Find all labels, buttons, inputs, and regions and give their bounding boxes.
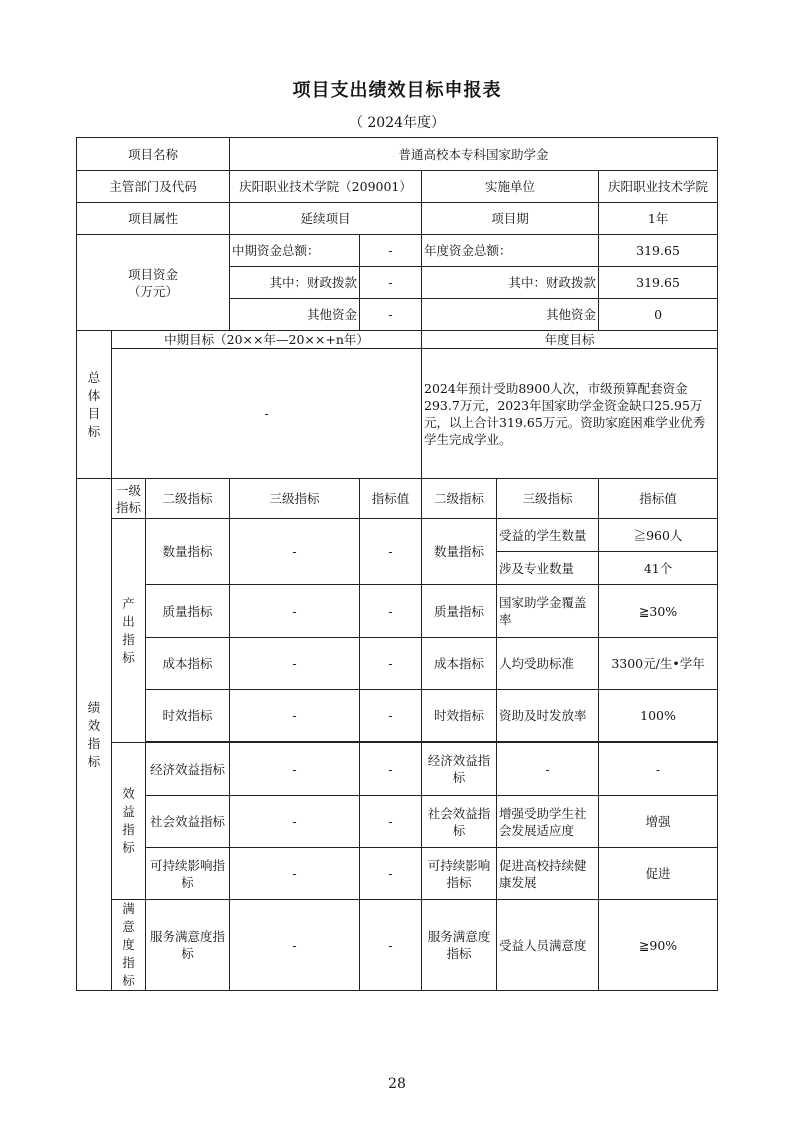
quality-mid-l3: - [230, 585, 360, 638]
quality-yr-l3: 国家助学金覆盖率 [497, 585, 599, 638]
social-mid-l2: 社会效益指标 [146, 796, 230, 848]
time-yr-l3: 资助及时发放率 [497, 690, 599, 742]
perf-indicator-label: 绩效指标 [77, 479, 112, 991]
cost-yr-l3: 人均受助标准 [497, 638, 599, 690]
qty-yr-l3-b: 涉及专业数量 [497, 552, 599, 585]
quality-mid-l2: 质量指标 [146, 585, 230, 638]
mid-fiscal-label: 其中：财政拨款 [230, 267, 360, 299]
social-yr-l3: 增强受助学生社会发展适应度 [497, 796, 599, 848]
page-number: 28 [388, 1076, 406, 1092]
sustain-yr-val: 促进 [599, 848, 718, 900]
qty-yr-l2: 数量指标 [422, 519, 497, 585]
service-yr-val: ≧90% [599, 900, 718, 991]
overall-goal-label: 总体目标 [77, 331, 112, 479]
social-yr-l2: 社会效益指标 [422, 796, 497, 848]
qty-mid-l3: - [230, 519, 360, 585]
service-mid-val: - [360, 900, 422, 991]
performance-table [76, 137, 718, 991]
satisfaction-indicator-label: 满意度指标 [112, 900, 146, 991]
qty-yr-l3-a: 受益的学生数量 [497, 519, 599, 552]
mid-goal-value: - [112, 349, 422, 479]
mid-goal-header: 中期目标（20××年—20××+n年） [112, 331, 422, 349]
service-mid-l3: - [230, 900, 360, 991]
header-level3: 三级指标 [230, 479, 360, 519]
header-level2: 二级指标 [146, 479, 230, 519]
quality-mid-val: - [360, 585, 422, 638]
project-name-value: 普通高校本专科国家助学金 [230, 138, 718, 171]
header-level1: 一级指标 [112, 479, 146, 519]
year-other-value: 0 [599, 299, 718, 331]
econ-yr-l2: 经济效益指标 [422, 743, 497, 796]
header-value: 指标值 [360, 479, 422, 519]
econ-mid-val: - [360, 743, 422, 796]
qty-mid-l2: 数量指标 [146, 519, 230, 585]
time-mid-l2: 时效指标 [146, 690, 230, 742]
benefit-indicator-label: 效益指标 [112, 743, 146, 900]
econ-mid-l2: 经济效益指标 [146, 743, 230, 796]
year-fiscal-label: 其中：财政拨款 [422, 267, 599, 299]
fund-label: 项目资金 （万元） [77, 235, 230, 331]
social-mid-l3: - [230, 796, 360, 848]
qty-yr-val-b: 41个 [599, 552, 718, 585]
service-mid-l2: 服务满意度指标 [146, 900, 230, 991]
mid-other-value: - [360, 299, 422, 331]
qty-mid-val: - [360, 519, 422, 585]
sustain-mid-l2: 可持续影响指标 [146, 848, 230, 900]
header-value-year: 指标值 [599, 479, 718, 519]
year-total-label: 年度资金总额： [422, 235, 599, 267]
mid-total-value: - [360, 235, 422, 267]
period-label: 项目期 [422, 203, 599, 235]
impl-unit-value: 庆阳职业技术学院 [599, 171, 718, 203]
qty-yr-val-a: ≧960人 [599, 519, 718, 552]
cost-yr-val: 3300元/生•学年 [599, 638, 718, 690]
service-yr-l2: 服务满意度指标 [422, 900, 497, 991]
cost-yr-l2: 成本指标 [422, 638, 497, 690]
quality-yr-val: ≧30% [599, 585, 718, 638]
year-fiscal-value: 319.65 [599, 267, 718, 299]
header-level2-year: 二级指标 [422, 479, 497, 519]
header-level3-year: 三级指标 [497, 479, 599, 519]
service-yr-l3: 受益人员满意度 [497, 900, 599, 991]
time-yr-l2: 时效指标 [422, 690, 497, 742]
year-total-value: 319.65 [599, 235, 718, 267]
social-yr-val: 增强 [599, 796, 718, 848]
cost-mid-l2: 成本指标 [146, 638, 230, 690]
output-indicator-label: 产出指标 [112, 519, 146, 743]
dept-label: 主管部门及代码 [77, 171, 230, 203]
impl-unit-label: 实施单位 [422, 171, 599, 203]
mid-fiscal-value: - [360, 267, 422, 299]
attr-value: 延续项目 [230, 203, 422, 235]
sustain-yr-l3: 促进高校持续健康发展 [497, 848, 599, 900]
period-value: 1年 [599, 203, 718, 235]
quality-yr-l2: 质量指标 [422, 585, 497, 638]
year-goal-header: 年度目标 [422, 331, 718, 349]
time-yr-val: 100% [599, 690, 718, 742]
year-goal-value: 2024年预计受助8900人次，市级预算配套资金293.7万元，2023年国家助学金资金缺口25.95万元，以上合计319.65万元。资助家庭困难学业优秀学生完成学业。 [422, 349, 718, 479]
year-line: （ 2024年度） [348, 115, 446, 131]
sustain-yr-l2: 可持续影响指标 [422, 848, 497, 900]
cost-mid-val: - [360, 638, 422, 690]
social-mid-val: - [360, 796, 422, 848]
dept-value: 庆阳职业技术学院（209001） [230, 171, 422, 203]
cost-mid-l3: - [230, 638, 360, 690]
sustain-mid-val: - [360, 848, 422, 900]
year-other-label: 其他资金 [422, 299, 599, 331]
econ-yr-val: - [599, 743, 718, 796]
project-name-label: 项目名称 [77, 138, 230, 171]
form-title: 项目支出绩效目标申报表 [292, 80, 502, 101]
mid-total-label: 中期资金总额： [230, 235, 360, 267]
sustain-mid-l3: - [230, 848, 360, 900]
attr-label: 项目属性 [77, 203, 230, 235]
econ-mid-l3: - [230, 743, 360, 796]
time-mid-l3: - [230, 690, 360, 742]
econ-yr-l3: - [497, 743, 599, 796]
mid-other-label: 其他资金 [230, 299, 360, 331]
time-mid-val: - [360, 690, 422, 742]
